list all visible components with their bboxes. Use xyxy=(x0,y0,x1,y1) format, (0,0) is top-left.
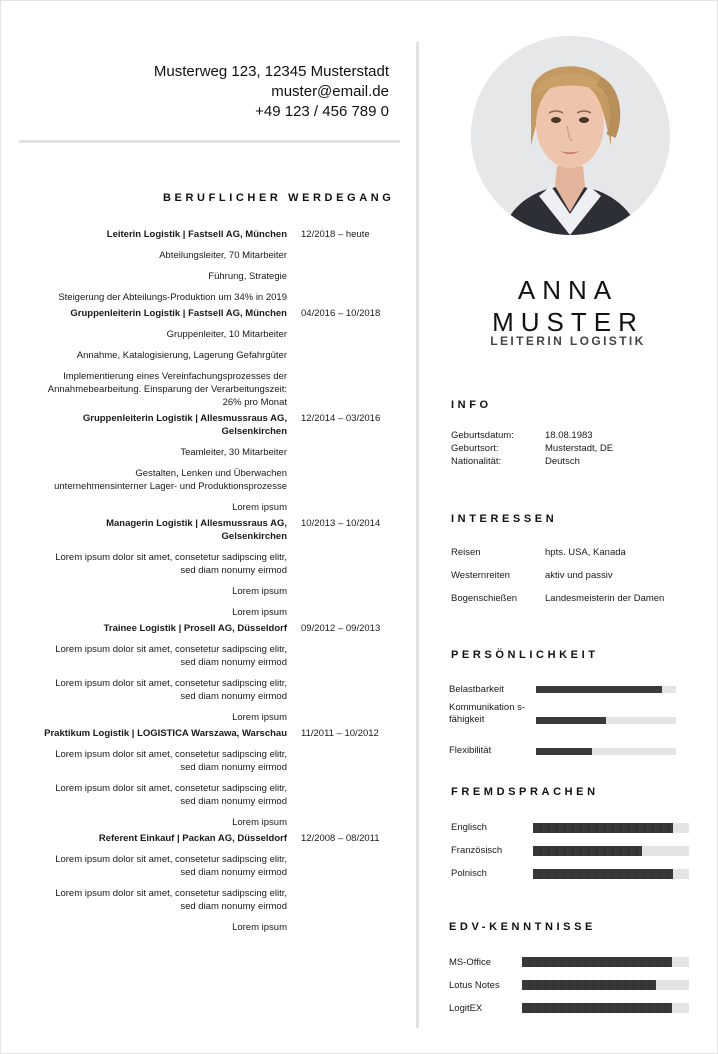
personality-label: Flexibilität xyxy=(449,745,492,756)
career-entry-detail: Lorem ipsum dolor sit amet, consetetur sadipscing elitr, sed diam nonumy eirmod xyxy=(55,749,287,773)
career-entry xyxy=(40,304,400,409)
career-entry-header xyxy=(40,304,400,320)
it_skills-label: MS-Office xyxy=(449,957,492,968)
career-entry-date: 12/2008 – 08/2011 xyxy=(301,833,380,844)
career-entry-header xyxy=(40,409,400,438)
career-section-title: BERUFLICHER WERDEGANG xyxy=(163,192,395,204)
career-entry-detail: Implementierung eines Vereinfachungsprozesses der Annahmebearbeitung. Einsparung der Verarbeitungszeit: 26% pro Monat xyxy=(47,371,287,408)
career-entry-detail: Lorem ipsum dolor sit amet, consetetur sadipscing elitr, sed diam nonumy eirmod xyxy=(55,888,287,912)
it_skills-bar-fill xyxy=(522,1003,672,1013)
career-entry xyxy=(40,829,400,934)
languages-label: Polnisch xyxy=(451,868,487,879)
career-entry-title: Gruppenleiterin Logistik | Allesmussraus AG, Gelsenkirchen xyxy=(82,413,287,437)
career-entry-detail: Lorem ipsum dolor sit amet, consetetur sadipscing elitr, sed diam nonumy eirmod xyxy=(55,678,287,702)
career-entry-header xyxy=(40,724,400,740)
it_skills-label: Lotus Notes xyxy=(449,980,500,991)
languages-bar-track xyxy=(533,869,689,879)
info-value: 18.08.1983 xyxy=(545,430,593,441)
interest-label: Reisen xyxy=(451,547,481,558)
career-entry-date: 12/2018 – heute xyxy=(301,229,370,240)
it_skills-bar-track xyxy=(522,980,689,990)
info-value: Musterstadt, DE xyxy=(545,443,614,454)
it_skills-bar-track xyxy=(522,1003,689,1013)
career-entry-date: 11/2011 – 10/2012 xyxy=(301,728,379,739)
interest-label: Bogenschießen xyxy=(451,593,518,604)
info-label: Geburtsort: xyxy=(451,443,499,454)
it_skills-label: LogitEX xyxy=(449,1003,483,1014)
info-row xyxy=(451,455,613,468)
job-role: LEITERIN LOGISTIK xyxy=(490,334,646,348)
career-entry-title: Praktikum Logistik | LOGISTICA Warszawa, Warschau xyxy=(44,728,287,739)
personality-bar-track xyxy=(536,748,676,755)
career-entry-title: Leiterin Logistik | Fastsell AG, München xyxy=(106,229,287,240)
interest-row xyxy=(451,547,626,558)
profile-photo xyxy=(471,36,670,235)
career-entry-detail: Gruppenleiter, 10 Mitarbeiter xyxy=(166,329,287,340)
interest-label: Westernreiten xyxy=(451,570,510,581)
info-row xyxy=(451,442,613,455)
it_skills-bar-track xyxy=(522,957,689,967)
career-entry-detail: Lorem ipsum xyxy=(232,502,287,513)
last-name: MUSTER xyxy=(492,307,644,337)
languages-bar-fill xyxy=(533,823,673,833)
info-label: Geburtsdatum: xyxy=(451,430,514,441)
career-entry-header xyxy=(40,619,400,635)
career-entry-title: Gruppenleiterin Logistik | Fastsell AG, München xyxy=(70,308,287,319)
career-entry-title: Trainee Logistik | Prosell AG, Düsseldorf xyxy=(103,623,287,634)
career-entry-header xyxy=(40,225,400,241)
career-entry-detail: Führung, Strategie xyxy=(208,271,287,282)
career-entry-detail: Lorem ipsum dolor sit amet, consetetur sadipscing elitr, sed diam nonumy eirmod xyxy=(55,552,287,576)
it_skills-bar-fill xyxy=(522,980,656,990)
career-entry xyxy=(40,514,400,619)
interest-value: hpts. USA, Kanada xyxy=(545,547,626,558)
career-entry-detail: Lorem ipsum xyxy=(232,712,287,723)
career-entry-detail: Lorem ipsum xyxy=(232,586,287,597)
career-entry-date: 09/2012 – 09/2013 xyxy=(301,623,381,634)
contact-address: Musterweg 123, 12345 Musterstadt xyxy=(153,63,389,80)
personality-bar-fill xyxy=(536,717,606,724)
career-entry-detail: Gestalten, Lenken und Überwachen unternehmensinterner Lager- und Produktionsprozesse xyxy=(54,468,287,492)
career-entry-header xyxy=(40,829,400,845)
contact-email[interactable]: muster@email.de xyxy=(271,83,389,100)
it_skills-bar-fill xyxy=(522,957,672,967)
column-divider xyxy=(416,42,419,1028)
interest-row xyxy=(451,570,613,581)
personality-label: Kommunikation s- fähigkeit xyxy=(449,702,526,725)
career-entry-detail: Lorem ipsum xyxy=(232,607,287,618)
career-entry-date: 12/2014 – 03/2016 xyxy=(301,413,381,424)
career-entry-detail: Lorem ipsum xyxy=(232,817,287,828)
career-entry xyxy=(40,724,400,829)
personality-bar-track xyxy=(536,717,676,724)
header-divider xyxy=(19,140,400,143)
info-label: Nationalität: xyxy=(451,456,502,467)
career-entry xyxy=(40,409,400,514)
languages-bar-fill xyxy=(533,846,642,856)
interest-value: Landesmeisterin der Damen xyxy=(545,593,665,604)
career-entry-header xyxy=(40,514,400,543)
portrait-illustration xyxy=(471,36,670,235)
career-entry-detail: Lorem ipsum xyxy=(232,922,287,933)
info-value: Deutsch xyxy=(545,456,580,467)
info-table xyxy=(451,429,613,468)
career-list xyxy=(40,225,400,934)
personality-bar-fill xyxy=(536,686,662,693)
info-row xyxy=(451,429,613,442)
personality-bar-fill xyxy=(536,748,592,755)
first-name: ANNA xyxy=(517,275,619,305)
career-entry-detail: Lorem ipsum dolor sit amet, consetetur sadipscing elitr, sed diam nonumy eirmod xyxy=(55,783,287,807)
career-entry-detail: Lorem ipsum dolor sit amet, consetetur sadipscing elitr, sed diam nonumy eirmod xyxy=(55,644,287,668)
contact-phone[interactable]: +49 123 / 456 789 0 xyxy=(255,103,389,120)
personality-bar-track xyxy=(536,686,676,693)
languages-bar-track xyxy=(533,823,689,833)
career-entry-detail: Steigerung der Abteilungs-Produktion um 34% in 2019 xyxy=(58,292,287,303)
personality-label: Belastbarkeit xyxy=(449,684,504,695)
career-entry-date: 10/2013 – 10/2014 xyxy=(301,518,381,529)
languages-bar-track xyxy=(533,846,689,856)
career-entry-detail: Lorem ipsum dolor sit amet, consetetur sadipscing elitr, sed diam nonumy eirmod xyxy=(55,854,287,878)
languages-label: Französisch xyxy=(451,845,503,856)
interests-section-title: INTERESSEN xyxy=(451,513,558,525)
interest-value: aktiv und passiv xyxy=(545,570,613,581)
languages-label: Englisch xyxy=(451,822,487,833)
career-entry-date: 04/2016 – 10/2018 xyxy=(301,308,381,319)
career-entry-title: Managerin Logistik | Allesmussraus AG, Gelsenkirchen xyxy=(106,518,287,542)
career-entry-detail: Abteilungsleiter, 70 Mitarbeiter xyxy=(159,250,287,261)
personality-section-title: PERSÖNLICHKEIT xyxy=(451,649,599,661)
career-entry-detail: Teamleiter, 30 Mitarbeiter xyxy=(180,447,287,458)
it-skills-section-title: EDV-KENNTNISSE xyxy=(449,921,596,933)
career-entry xyxy=(40,619,400,724)
languages-bar-fill xyxy=(533,869,673,879)
career-entry-detail: Annahme, Katalogisierung, Lagerung Gefahrgüter xyxy=(76,350,287,361)
career-entry-title: Referent Einkauf | Packan AG, Düsseldorf xyxy=(98,833,287,844)
career-entry xyxy=(40,225,400,304)
info-section-title: INFO xyxy=(451,399,492,411)
languages-section-title: FREMDSPRACHEN xyxy=(451,786,599,798)
interest-row xyxy=(451,593,664,604)
contact-block xyxy=(154,62,389,122)
